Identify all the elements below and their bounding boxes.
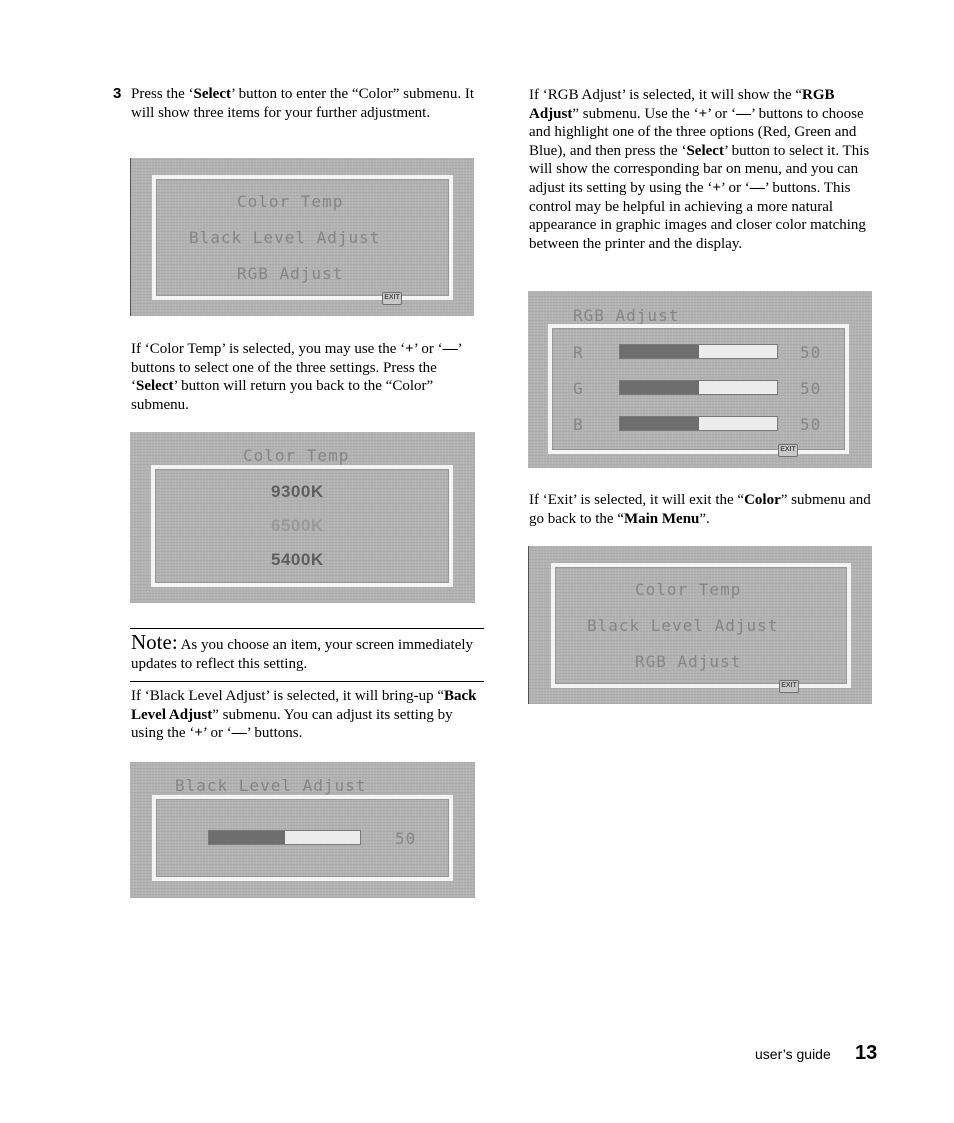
menu-item-black-level-adjust: Black Level Adjust bbox=[587, 616, 779, 635]
black-level-bar-fill bbox=[209, 831, 285, 844]
rgb-adjust-paragraph: If ‘RGB Adjust’ is selected, it will show the “RGB Adjust” submenu. Use the ‘+’ or ‘—’ buttons to choose and highlight one of the three options (Red, Green and Blue), and then press the ‘Select’ button to select it. This will show the corresponding bar on menu, and you can adjust its setting by using the ‘+’ or ‘—’ buttons. This control may be helpful in achieving a more natural appearance in graphic images and closer color matching between the printer and the display. bbox=[529, 87, 870, 252]
black-level-value: 50 bbox=[395, 829, 417, 848]
channel-label-g: G bbox=[573, 379, 584, 398]
channel-bar-r-fill bbox=[620, 345, 699, 358]
note-label: Note: bbox=[131, 630, 178, 654]
channel-label-r: R bbox=[573, 343, 584, 362]
step-number: 3 bbox=[113, 85, 122, 102]
osd-color-menu-exit-image bbox=[528, 546, 872, 704]
note-text: As you choose an item, your screen immediately updates to reflect this setting. bbox=[131, 637, 474, 672]
black-level-paragraph: If ‘Black Level Adjust’ is selected, it will bring-up “Back Level Adjust” submenu. You can adjust its setting by using the ‘+’ or ‘—’ buttons. bbox=[131, 688, 477, 742]
menu-item-rgb-adjust: RGB Adjust bbox=[635, 652, 742, 671]
exit-icon: EXIT bbox=[382, 292, 402, 305]
black-level-title: Black Level Adjust bbox=[175, 776, 367, 795]
option-5400k: 5400K bbox=[271, 550, 324, 569]
image-edge bbox=[528, 546, 529, 704]
option-6500k: 6500K bbox=[271, 516, 324, 535]
menu-item-color-temp: Color Temp bbox=[237, 192, 344, 211]
rgb-adjust-title: RGB Adjust bbox=[573, 306, 680, 325]
osd-color-temp-image bbox=[130, 432, 475, 603]
osd-color-menu-image bbox=[130, 158, 474, 316]
channel-bar-g-fill bbox=[620, 381, 699, 394]
channel-value-g: 50 bbox=[800, 379, 822, 398]
note-rule-top bbox=[130, 628, 484, 629]
option-9300k: 9300K bbox=[271, 482, 324, 501]
black-level-bar bbox=[208, 830, 361, 845]
color-temp-title: Color Temp bbox=[243, 446, 350, 465]
channel-bar-r bbox=[619, 344, 778, 359]
menu-item-black-level-adjust: Black Level Adjust bbox=[189, 228, 381, 247]
menu-item-rgb-adjust: RGB Adjust bbox=[237, 264, 344, 283]
osd-black-level-image bbox=[130, 762, 475, 898]
channel-value-b: 50 bbox=[800, 415, 822, 434]
exit-paragraph: If ‘Exit’ is selected, it will exit the “Color” submenu and go back to the “Main Menu”. bbox=[529, 492, 871, 527]
step-3-text: Press the ‘Select’ button to enter the “Color” submenu. It will show three items for your further adjustment. bbox=[131, 86, 474, 121]
image-edge bbox=[130, 158, 131, 316]
exit-icon: EXIT bbox=[779, 680, 799, 693]
note bbox=[131, 630, 483, 673]
channel-bar-b-fill bbox=[620, 417, 699, 430]
channel-bar-b bbox=[619, 416, 778, 431]
note-rule-bottom bbox=[130, 681, 484, 682]
channel-value-r: 50 bbox=[800, 343, 822, 362]
exit-icon: EXIT bbox=[778, 444, 798, 457]
channel-label-b: B bbox=[573, 415, 584, 434]
osd-rgb-adjust-image bbox=[528, 291, 872, 468]
footer-label: user’s guide bbox=[755, 1046, 831, 1062]
menu-item-color-temp: Color Temp bbox=[635, 580, 742, 599]
color-temp-paragraph: If ‘Color Temp’ is selected, you may use the ‘+’ or ‘—’ buttons to select one of the three settings. Press the ‘Select’ button will return you back to the “Color” submenu. bbox=[131, 341, 462, 413]
page-number: 13 bbox=[855, 1042, 878, 1064]
channel-bar-g bbox=[619, 380, 778, 395]
